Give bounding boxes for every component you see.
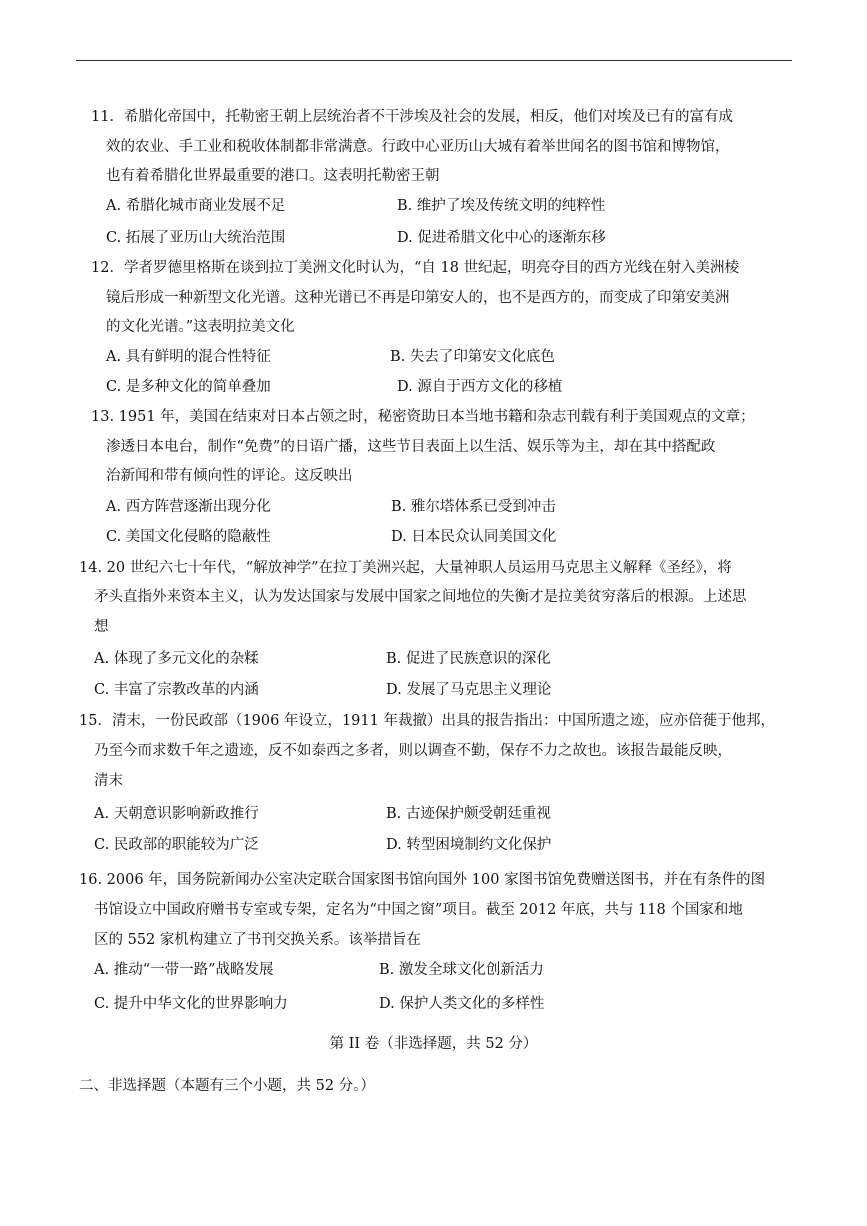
question-14-line-3: 想 — [94, 619, 109, 635]
header-rule — [76, 60, 792, 61]
question-13-option-d: D. 日本民众认同美国文化 — [391, 529, 557, 545]
question-15-option-b: B. 古迹保护颇受朝廷重视 — [386, 806, 551, 822]
question-11-option-b: B. 维护了埃及传统文明的纯粹性 — [397, 198, 606, 214]
question-13-option-c: C. 美国文化侵略的隐蔽性 — [106, 529, 271, 545]
question-14-line-1: 14. 20 世纪六七十年代，“解放神学”在拉丁美洲兴起，大量神职人员运用马克思主义解释《圣经》，将 — [79, 560, 732, 576]
question-13-line-2: 渗透日本电台，制作“免费”的日语广播，这些节目表面上以生活、娱乐等为主，却在其中搭配政 — [106, 439, 716, 455]
question-14-option-a: A. 体现了多元文化的杂糅 — [94, 651, 259, 667]
question-15-line-3: 清末 — [94, 773, 123, 789]
question-12-option-b: B. 失去了印第安文化底色 — [390, 349, 555, 365]
question-16-option-c: C. 提升中华文化的世界影响力 — [94, 996, 288, 1012]
question-14-option-b: B. 促进了民族意识的深化 — [386, 651, 551, 667]
question-11-option-c: C. 拓展了亚历山大统治范围 — [106, 230, 286, 246]
section-2-title: 二、非选择题（本题有三个小题，共 52 分。） — [79, 1078, 375, 1094]
question-15-line-1: 15．清末，一份民政部（1906 年设立，1911 年裁撤）出具的报告指出：中国所遗之迹，应亦倍蓰于他邦， — [79, 713, 775, 729]
question-16-line-2: 书馆设立中国政府赠书专室或专架，定名为“中国之窗”项目。截至 2012 年底，共与 118 个国家和地 — [94, 902, 743, 918]
question-13-line-1: 13. 1951 年，美国在结束对日本占领之时，秘密资助日本当地书籍和杂志刊载有利于美国观点的文章； — [91, 409, 755, 425]
question-15-option-c: C. 民政部的职能较为广泛 — [94, 837, 259, 853]
question-11-option-a: A. 希腊化城市商业发展不足 — [106, 198, 286, 214]
question-12-option-a: A. 具有鲜明的混合性特征 — [106, 349, 271, 365]
question-14-line-2: 矛头直指外来资本主义，认为发达国家与发展中国家之间地位的失衡才是拉美贫穷落后的根源。上述思 — [94, 589, 747, 605]
question-16-line-1: 16. 2006 年，国务院新闻办公室决定联合国家图书馆向国外 100 家图书馆免费赠送图书，并在有条件的图 — [79, 872, 766, 888]
question-11-line-1: 11．希腊化帝国中，托勒密王朝上层统治者不干涉埃及社会的发展，相反，他们对埃及已有的富有成 — [91, 109, 733, 125]
question-16-option-d: D. 保护人类文化的多样性 — [379, 996, 545, 1012]
question-16-line-3: 区的 552 家机构建立了书刊交换关系。该举措旨在 — [94, 932, 421, 948]
question-12-line-2: 镜后形成一种新型文化光谱。这种光谱已不再是印第安人的，也不是西方的，而变成了印第安美洲 — [106, 290, 730, 306]
question-13-option-a: A. 西方阵营逐渐出现分化 — [106, 499, 271, 515]
question-14-option-c: C. 丰富了宗教改革的内涵 — [94, 682, 259, 698]
question-11-line-2: 效的农业、手工业和税收体制都非常满意。行政中心亚历山大城有着举世闻名的图书馆和博物馆， — [106, 139, 730, 155]
question-11-line-3: 也有着希腊化世界最重要的港口。这表明托勒密王朝 — [106, 168, 440, 184]
question-14-option-d: D. 发展了马克思主义理论 — [386, 682, 552, 698]
question-16-option-a: A. 推动“一带一路”战略发展 — [94, 962, 274, 978]
question-13-option-b: B. 雅尔塔体系已受到冲击 — [391, 499, 556, 515]
part-2-title: 第 II 卷（非选择题，共 52 分） — [329, 1036, 538, 1052]
question-11-option-d: D. 促进希腊文化中心的逐渐东移 — [397, 230, 606, 246]
question-12-line-3: 的文化光谱。”这表明拉美文化 — [106, 319, 295, 335]
question-15-line-2: 乃至今而求数千年之遗迹，反不如泰西之多者，则以调查不勤，保存不力之故也。该报告最能反映， — [94, 743, 732, 759]
question-15-option-d: D. 转型困境制约文化保护 — [386, 837, 552, 853]
question-15-option-a: A. 天朝意识影响新政推行 — [94, 806, 259, 822]
question-12-option-d: D. 源自于西方文化的移植 — [397, 379, 563, 395]
question-12-option-c: C. 是多种文化的简单叠加 — [106, 379, 271, 395]
question-16-option-b: B. 激发全球文化创新活力 — [379, 962, 544, 978]
question-12-line-1: 12．学者罗德里格斯在谈到拉丁美洲文化时认为，“自 18 世纪起，明亮夺目的西方光线在射入美洲棱 — [91, 260, 740, 276]
question-13-line-3: 治新闻和带有倾向性的评论。这反映出 — [106, 468, 353, 484]
